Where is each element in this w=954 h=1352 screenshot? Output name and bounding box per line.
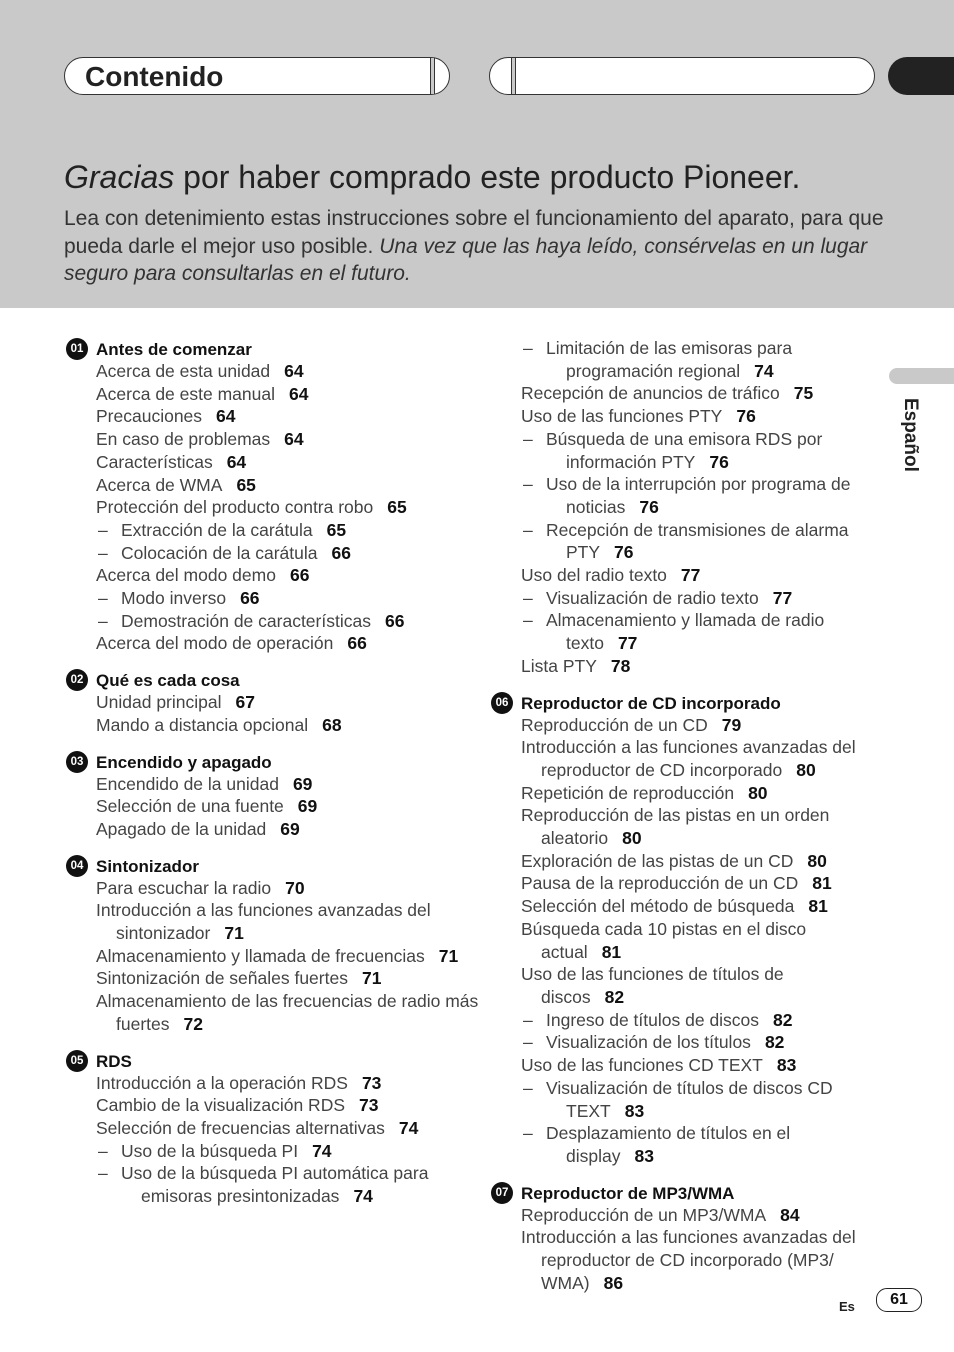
toc-entry-label: Almacenamiento y llamada de radio texto (546, 610, 825, 654)
toc-entry[interactable] (489, 428, 869, 473)
toc-entry-page: 74 (353, 1186, 373, 1207)
toc-section (64, 1049, 484, 1208)
section-tab (888, 57, 954, 95)
toc-entry-text (96, 990, 484, 1035)
toc-entry[interactable] (489, 1226, 869, 1294)
toc-entry-label: Acerca del modo de operación (96, 633, 334, 654)
section-heading[interactable] (64, 854, 484, 878)
toc-entry-page: 73 (361, 1072, 382, 1093)
toc-entry-page: 64 (289, 383, 309, 404)
toc-entry-page: 83 (634, 1145, 654, 1166)
section-title: Reproductor de MP3/WMA (521, 1183, 735, 1203)
toc-entry[interactable] (489, 1204, 869, 1227)
toc-entry[interactable] (489, 564, 869, 587)
toc-entry-page: 84 (780, 1204, 800, 1225)
toc-entry-page: 71 (438, 945, 459, 966)
toc-entry[interactable] (489, 473, 869, 518)
blank-bar-notch (511, 58, 516, 94)
toc-entry[interactable] (64, 519, 484, 542)
dash-marker: – (523, 338, 533, 358)
toc-entry-text (546, 1077, 869, 1122)
toc-entry[interactable] (64, 496, 484, 519)
toc-entry-label: Pausa de la reproducción de un CD (521, 873, 799, 894)
toc-entry-label: Uso de la búsqueda PI (121, 1140, 299, 1161)
toc-entry-text (96, 1117, 484, 1140)
toc-entry-page: 67 (235, 692, 255, 713)
language-label: Español (900, 398, 921, 472)
toc-entry-label: Desplazamiento de títulos en el display (546, 1123, 791, 1166)
toc-entry[interactable] (64, 1162, 484, 1207)
toc-entry-page: 82 (764, 1032, 785, 1053)
toc-entry-text (96, 945, 484, 968)
toc-entry-page: 83 (776, 1055, 797, 1076)
toc-entry-text (521, 850, 869, 873)
toc-entry-text (521, 655, 869, 678)
section-number-badge: 01 (66, 338, 88, 360)
toc-entry-text (521, 963, 869, 1008)
toc-entry[interactable] (489, 782, 869, 805)
toc-entry[interactable] (489, 895, 869, 918)
toc-entry-label: Acerca de este manual (96, 383, 275, 404)
toc-entry-label: Mando a distancia opcional (96, 714, 309, 735)
toc-entry[interactable] (64, 990, 484, 1035)
toc-entry[interactable] (64, 773, 484, 796)
toc-entry[interactable] (489, 872, 869, 895)
toc-section (64, 854, 484, 1036)
toc-entry-label: Visualización de radio texto (546, 587, 759, 608)
section-title: RDS (96, 1051, 132, 1071)
toc-entry-label: Colocación de la carátula (121, 542, 318, 563)
toc-entry-text (96, 1094, 484, 1117)
toc-entry-text (96, 632, 484, 655)
language-tab (889, 368, 954, 384)
headline (64, 159, 800, 196)
toc-entry-page: 76 (639, 496, 659, 517)
toc-entry[interactable] (64, 542, 484, 565)
toc-entry-text (121, 1162, 484, 1207)
toc-entry-label: Selección de frecuencias alternativas (96, 1117, 385, 1138)
toc-entry-page: 82 (604, 986, 625, 1007)
toc-continuation (489, 337, 869, 678)
toc-entry-page: 77 (772, 587, 793, 608)
toc-entry-label: Uso de la búsqueda PI automática para emisoras presintonizadas (121, 1163, 429, 1207)
toc-entry-page: 77 (617, 633, 638, 654)
toc-entry-text (96, 795, 484, 818)
toc-section (64, 750, 484, 841)
toc-entry[interactable] (64, 632, 484, 655)
toc-entry-text (546, 519, 869, 564)
toc-right-column (489, 337, 869, 1307)
toc-entry-page: 86 (603, 1272, 624, 1293)
toc-entry-text (96, 818, 484, 841)
dash-marker: – (523, 587, 533, 608)
toc-entry-page: 76 (614, 542, 634, 563)
footer-language: Es (839, 1299, 855, 1314)
toc-entry[interactable] (64, 451, 484, 474)
toc-entry-label: Apagado de la unidad (96, 818, 267, 839)
title-bar-notch (430, 58, 435, 94)
toc-entry-text (521, 564, 869, 587)
section-heading[interactable] (489, 1181, 869, 1205)
toc-entry-label: Recepción de anuncios de tráfico (521, 383, 780, 404)
toc-entry-label: Lista PTY (521, 655, 597, 676)
toc-entry-page: 71 (361, 968, 382, 989)
toc-entry-page: 69 (292, 773, 313, 794)
toc-entry-text (546, 587, 869, 610)
section-number-badge: 07 (491, 1182, 513, 1204)
toc-entry-label: Almacenamiento de las frecuencias de radio más fuertes (96, 991, 479, 1034)
toc-entry-text (96, 564, 484, 587)
toc-entry[interactable] (64, 1117, 484, 1140)
toc-entry[interactable] (64, 795, 484, 818)
toc-entry-text (521, 405, 869, 428)
toc-entry-label: Acerca de esta unidad (96, 361, 271, 381)
toc-entry-text (521, 382, 869, 405)
toc-entry-label: Reproducción de un MP3/WMA (521, 1204, 767, 1225)
toc-entry[interactable] (489, 337, 869, 382)
toc-entry-text (121, 519, 484, 542)
toc-entry-text (521, 872, 869, 895)
section-number-badge: 02 (66, 669, 88, 691)
section-number-badge: 05 (66, 1050, 88, 1072)
toc-entry[interactable] (489, 1031, 869, 1054)
toc-entry[interactable] (489, 1009, 869, 1032)
toc-entry-label: Introducción a las funciones avanzadas del reproductor de CD incorporado (MP3/ WMA) (521, 1227, 856, 1293)
header-band (0, 0, 954, 308)
toc-entry-text (96, 428, 484, 451)
toc-entry-label: Selección de una fuente (96, 796, 284, 817)
toc-entry-label: Unidad principal (96, 692, 222, 713)
toc-entry-page: 66 (384, 610, 405, 631)
toc-entry-text (121, 587, 484, 610)
toc-section (489, 1181, 869, 1295)
dash-marker: – (98, 588, 108, 609)
toc-entry-text (521, 895, 869, 918)
toc-entry[interactable] (64, 1140, 484, 1163)
title-bar (64, 57, 450, 95)
toc-entry-label: Acerca de WMA (96, 474, 223, 495)
toc-entry-label: Encendido de la unidad (96, 773, 279, 794)
toc-entry-label: Ingreso de títulos de discos (546, 1009, 760, 1030)
toc-entry[interactable] (64, 405, 484, 428)
toc-entry-text (546, 1009, 869, 1032)
toc-entry[interactable] (489, 382, 869, 405)
toc-entry-text (96, 360, 484, 383)
dash-marker: – (523, 474, 533, 495)
toc-right-sections (489, 691, 869, 1295)
toc-entry-label: Uso de las funciones PTY (521, 406, 723, 427)
section-title: Reproductor de CD incorporado (521, 693, 781, 713)
page-number: 61 (876, 1288, 922, 1312)
toc-entry-page: 64 (226, 451, 247, 472)
toc-entry-text (96, 474, 484, 497)
toc-entry-text (521, 782, 869, 805)
toc-entry[interactable] (64, 877, 484, 900)
intro-paragraph (64, 205, 884, 288)
toc-entry-label: Búsqueda de una emisora RDS por información PTY (546, 428, 823, 472)
toc-entry[interactable] (64, 967, 484, 990)
toc-entry-text (546, 337, 869, 382)
toc-entry-label: Modo inverso (121, 588, 227, 609)
toc-entry-text (521, 1054, 869, 1077)
toc-entry-label: Exploración de las pistas de un CD (521, 850, 794, 871)
toc-section (64, 668, 484, 736)
toc-entry-text (96, 383, 484, 406)
toc-entry-page: 78 (610, 655, 631, 676)
section-heading[interactable] (64, 337, 484, 361)
toc-entry-label: En caso de problemas (96, 429, 271, 450)
toc-entry-page: 79 (721, 714, 742, 735)
toc-entry-label: Uso de la interrupción por programa de noticias (546, 474, 851, 517)
toc-entry[interactable] (64, 691, 484, 714)
toc-entry-page: 76 (709, 451, 729, 472)
toc-entry-text (96, 714, 484, 737)
dash-marker: – (523, 1009, 533, 1030)
section-title: Sintonizador (96, 856, 199, 876)
toc-entry-text (96, 451, 484, 474)
toc-entry-label: Introducción a las funciones avanzadas del reproductor de CD incorporado (521, 737, 856, 780)
toc-entry-label: Introducción a la operación RDS (96, 1072, 348, 1093)
toc-entry-page: 74 (754, 360, 774, 381)
section-title: Antes de comenzar (96, 340, 252, 359)
toc-entry-page: 80 (796, 759, 816, 780)
toc-entry-label: Reproducción de un CD (521, 714, 708, 735)
toc-entry-text (96, 691, 484, 714)
toc-entry[interactable] (64, 610, 484, 633)
toc-entry-text (546, 609, 869, 654)
toc-entry-text (521, 804, 869, 849)
toc-entry[interactable] (489, 1122, 869, 1167)
toc-entry-label: Cambio de la visualización RDS (96, 1095, 345, 1116)
toc-entry-label: Uso de las funciones CD TEXT (521, 1055, 763, 1076)
toc-entry-text (96, 773, 484, 796)
toc-entry[interactable] (64, 564, 484, 587)
toc-entry-page: 71 (224, 923, 244, 944)
toc-entry[interactable] (64, 945, 484, 968)
toc-entry-label: Búsqueda cada 10 pistas en el disco actual (521, 918, 807, 962)
toc-entry-page: 68 (322, 714, 342, 735)
toc-entry[interactable] (489, 804, 869, 849)
section-title: Qué es cada cosa (96, 671, 240, 691)
toc-entry-page: 77 (680, 565, 701, 586)
toc-entry-page: 64 (216, 406, 236, 427)
toc-entry-text (546, 1122, 869, 1167)
toc-entry-text (546, 473, 869, 518)
section-heading[interactable] (489, 691, 869, 715)
toc-entry[interactable] (64, 474, 484, 497)
toc-entry-page: 83 (624, 1100, 645, 1121)
toc-entry-page: 81 (601, 941, 622, 962)
toc-entry-page: 81 (808, 896, 828, 917)
toc-section (489, 691, 869, 1168)
toc-entry[interactable] (489, 405, 869, 428)
toc-left-column (64, 337, 484, 1221)
toc-entry[interactable] (64, 428, 484, 451)
toc-entry[interactable] (489, 714, 869, 737)
toc-entry-label: Demostración de características (121, 610, 371, 631)
toc-entry-text (121, 542, 484, 565)
toc-section (64, 337, 484, 655)
toc-entry[interactable] (489, 609, 869, 654)
toc-entry[interactable] (489, 1077, 869, 1122)
toc-entry-page: 66 (289, 565, 310, 586)
toc-entry-page: 81 (812, 873, 832, 894)
toc-entry-label: Características (96, 451, 213, 472)
toc-entry-label: Uso del radio texto (521, 565, 667, 586)
toc-entry[interactable] (489, 519, 869, 564)
toc-entry[interactable] (489, 963, 869, 1008)
toc-entry-label: Acerca del modo demo (96, 565, 276, 586)
toc-entry-label: Almacenamiento y llamada de frecuencias (96, 945, 425, 966)
page-title: Contenido (85, 61, 224, 92)
toc-entry[interactable] (489, 587, 869, 610)
section-heading[interactable] (64, 750, 484, 774)
dash-marker: – (523, 1077, 533, 1098)
toc-entry-text (546, 1031, 869, 1054)
dash-marker: – (98, 542, 108, 563)
toc-entry-page: 75 (793, 383, 814, 404)
dash-marker: – (98, 1163, 108, 1184)
toc-entry-text (521, 918, 869, 963)
toc-entry-page: 66 (240, 588, 260, 609)
toc-entry-page: 74 (312, 1140, 332, 1161)
toc-entry-page: 64 (284, 361, 304, 381)
toc-entry-text (96, 405, 484, 428)
headline-italic: Gracias (64, 159, 175, 195)
dash-marker: – (523, 1123, 533, 1144)
section-number-badge: 04 (66, 855, 88, 877)
section-heading[interactable] (64, 668, 484, 692)
toc-entry-page: 73 (359, 1095, 379, 1116)
toc-entry[interactable] (64, 1072, 484, 1095)
toc-entry-text (546, 428, 869, 473)
toc-entry-page: 80 (807, 850, 827, 871)
toc-entry-label: Sintonización de señales fuertes (96, 968, 348, 989)
toc-entry-label: Introducción a las funciones avanzadas del sintonizador (96, 900, 431, 944)
intro-plain: Lea con detenimiento estas instrucciones sobre el funcionamiento del aparato, para que pueda darle el mejor uso posible. (64, 207, 884, 258)
headline-rest: por haber comprado este producto Pioneer. (174, 159, 801, 195)
toc-entry[interactable] (64, 587, 484, 610)
toc-entry-label: Extracción de la carátula (121, 519, 313, 540)
section-number-badge: 03 (66, 751, 88, 773)
toc-entry-page: 76 (736, 406, 756, 427)
toc-entry[interactable] (64, 818, 484, 841)
section-number-badge: 06 (491, 692, 513, 714)
toc-entry[interactable] (64, 360, 484, 383)
toc-entry-page: 70 (285, 877, 305, 898)
dash-marker: – (98, 1140, 108, 1161)
toc-entry-text (521, 1226, 869, 1294)
dash-marker: – (98, 519, 108, 540)
toc-entry[interactable] (64, 714, 484, 737)
toc-entry-text (521, 736, 869, 781)
toc-entry-label: Recepción de transmisiones de alarma PTY (546, 519, 849, 563)
toc-entry-label: Visualización de títulos de discos CD TEXT (546, 1077, 833, 1121)
toc-entry-page: 65 (236, 474, 256, 495)
toc-entry-page: 69 (280, 818, 300, 839)
toc-entry-text (96, 1072, 484, 1095)
toc-entry-label: Visualización de los títulos (546, 1032, 751, 1053)
toc-entry-page: 64 (284, 429, 304, 450)
dash-marker: – (523, 610, 533, 631)
dash-marker: – (523, 1032, 533, 1053)
toc-entry-text (521, 714, 869, 737)
blank-bar (489, 57, 875, 95)
section-title: Encendido y apagado (96, 752, 272, 772)
dash-marker: – (523, 428, 533, 449)
toc-entry-page: 74 (398, 1117, 419, 1138)
toc-entry-page: 72 (183, 1013, 203, 1034)
toc-entry-label: Uso de las funciones de títulos de discos (521, 964, 784, 1007)
toc-entry[interactable] (489, 918, 869, 963)
toc-entry[interactable] (64, 899, 484, 944)
toc-entry-text (96, 899, 484, 944)
toc-entry-label: Para escuchar la radio (96, 877, 272, 898)
toc-entry-text (121, 1140, 484, 1163)
toc-entry-page: 66 (331, 542, 351, 563)
dash-marker: – (98, 610, 108, 631)
toc-entry-page: 65 (387, 497, 407, 518)
toc-entry-label: Precauciones (96, 406, 203, 427)
toc-entry-page: 69 (297, 796, 318, 817)
toc-entry[interactable] (489, 655, 869, 678)
toc-entry-page: 80 (622, 828, 642, 849)
toc-entry-text (96, 877, 484, 900)
toc-entry-page: 66 (347, 633, 367, 654)
toc-entry[interactable] (489, 850, 869, 873)
toc-entry-page: 65 (326, 519, 347, 540)
intro-italic: Una vez que las haya leído, consérvelas en un lugar seguro para consultarlas en el futuro. (64, 234, 868, 285)
toc-entry-text (521, 1204, 869, 1227)
toc-entry-label: Repetición de reproducción (521, 782, 735, 803)
toc-entry-text (96, 496, 484, 519)
toc-entry-label: Limitación de las emisoras para programación regional (546, 338, 793, 381)
toc-entry-page: 80 (748, 782, 768, 803)
toc-entry[interactable] (489, 736, 869, 781)
section-heading[interactable] (64, 1049, 484, 1073)
toc-entry[interactable] (64, 383, 484, 406)
toc-entry-label: Selección del método de búsqueda (521, 896, 795, 917)
toc-entry-text (96, 967, 484, 990)
toc-entry[interactable] (64, 1094, 484, 1117)
toc-entry-label: Protección del producto contra robo (96, 497, 374, 518)
toc-entry-text (121, 610, 484, 633)
toc-entry-page: 82 (773, 1009, 793, 1030)
toc-entry[interactable] (489, 1054, 869, 1077)
dash-marker: – (523, 519, 533, 540)
toc-entry-label: Reproducción de las pistas en un orden aleatorio (521, 805, 830, 849)
